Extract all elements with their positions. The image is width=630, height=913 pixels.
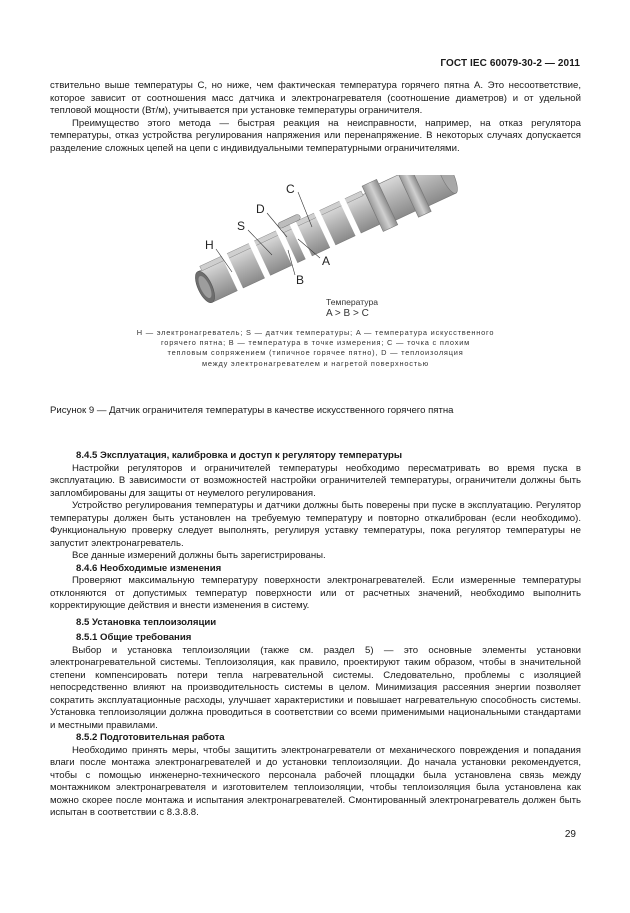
- paragraph: Выбор и установка теплоизоляции (также см. раздел 5) — это основные элементы установки электронагревательной системы. Теплоизоляция, как правило, проектируют таким образом, чтобы в значительной степени компенсировать потери тепла нагревательной системы. Следовательно, проблемы с изоляцией непосредственно влияют на производительность системы в целом. Минимизация рассеяния энергии позволяет сократить эксплуатационные расходы, улучшает характеристики и повышает нагревательную способность системы. Установка теплоизоляции должна проводиться в соответствии со всеми применимыми национальными стандартами и местными правилами.: [50, 644, 581, 731]
- label-c: C: [286, 182, 295, 196]
- label-h: H: [205, 238, 214, 252]
- intro-paragraph: ствительно выше температуры С, но ниже, чем фактическая температура горячего пятна А. Это несоответствие, которое зависит от соотношения масс датчика и электронагревателя (соотношение диаметров) и от удельной тепловой мощности (Вт/м), учитывается при установке температуры ограничителя.: [50, 80, 581, 116]
- intro-text: [50, 80, 581, 155]
- legend-line: H — электронагреватель; S — датчик температуры; A — температура искусственного: [136, 328, 495, 337]
- paragraph: Проверяют максимальную температуру поверхности электронагревателей. Если измеренные температуры отклоняются от допустимых температур поверхности или от расчетных значений, необходимо выполнить корректирующие действия и внести изменения в систему.: [50, 575, 581, 611]
- temperature-formula: A > B > C: [326, 308, 369, 319]
- page-number: 29: [564, 829, 576, 840]
- legend-line: между электронагревателем и нагретой поверхностью: [202, 358, 429, 368]
- section-heading-8-5-2: 8.5.2 Подготовительная работа: [76, 732, 225, 743]
- section-heading-8-4-6: 8.4.6 Необходимые изменения: [76, 562, 222, 574]
- label-d: D: [256, 202, 265, 216]
- temperature-title: Температура: [326, 297, 379, 307]
- section-heading-8-5: 8.5 Установка теплоизоляции: [76, 616, 217, 628]
- figure-caption: Рисунок 9 — Датчик ограничителя температуры в качестве искусственного горячего пятна: [50, 405, 454, 416]
- paragraph: Устройство регулирования температуры и датчики должны быть поверены при пуске в эксплуатацию. Регулятор температуры должен быть установлен на требуемую температуру и повторно откалиброван (если необходимо). Функциональную проверку следует выполнять, регулируя уставку температуры, пока регулятор температуры не запустит электронагреватель.: [50, 500, 581, 549]
- section-heading-8-5-1: 8.5.1 Общие требования: [76, 632, 192, 643]
- label-s: S: [237, 219, 246, 233]
- label-a: A: [322, 254, 331, 268]
- label-b: B: [296, 273, 305, 287]
- legend-line: тепловым сопряжением (типичное горячее пятно), D — теплоизоляция: [167, 348, 464, 358]
- figure-legend: [50, 328, 581, 369]
- intro-paragraph: Преимущество этого метода — быстрая реакция на неисправности, например, на отказ регулятора температуры, отказ устройства регулирования напряжения или перенапряжение. В некоторых случаях допускается разделение сложных цепей на цепи с индивидуальными температурными ограничителями.: [50, 117, 581, 154]
- paragraph: Настройки регуляторов и ограничителей температуры необходимо пересматривать во время пуска в эксплуатацию. В зависимости от возможностей настройки ограничителей температуры, ограничители должны быть запломбированы для защиты от неумелого регулирования.: [50, 462, 581, 499]
- document-header: ГОСТ IEC 60079-30-2 — 2011: [440, 58, 580, 69]
- temperature-note: [326, 297, 378, 319]
- main-text: [50, 450, 581, 820]
- paragraph: Все данные измерений должны быть зарегистрированы.: [72, 550, 326, 561]
- section-heading-8-4-5: 8.4.5 Эксплуатация, калибровка и доступ к регулятору температуры: [76, 450, 403, 461]
- legend-line: горячего пятна; B — температура в точке измерения; C — точка с плохим: [160, 338, 471, 348]
- paragraph: Необходимо принять меры, чтобы защитить электронагреватели от механического повреждения и попадания влаги после монтажа электронагревателей и до установки теплоизоляции. До начала установки рекомендуется, чтобы с помощью инженерно-технического персонала рабочей площадки была установлена связь между монтажником электронагревателя и изготовителем теплоизоляции, чтобы теплоизоляция была установлена как можно скорее после монтажа и испытания электронагревателей. Смонтированный электронагреватель должен быть испытан в соответствии с 8.3.8.8.: [50, 744, 581, 818]
